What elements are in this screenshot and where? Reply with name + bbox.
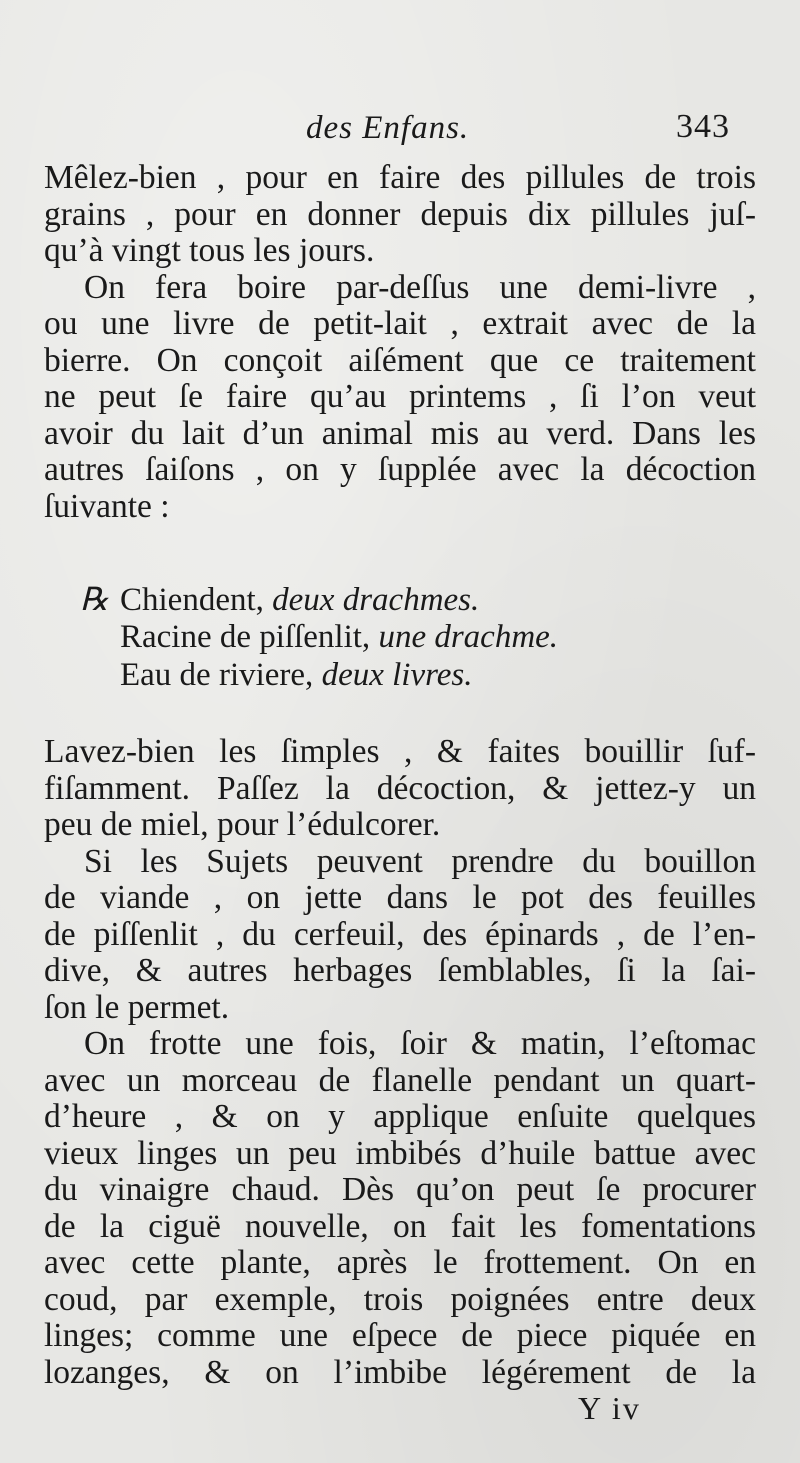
- text-line: qu’à vingt tous les jours.: [44, 233, 375, 269]
- recipe-ingredient: Eau de riviere,: [120, 657, 314, 693]
- page-header: [0, 108, 800, 158]
- recipe-quantity: une drachme.: [378, 619, 559, 655]
- text-line: Si les Sujets peuvent prendre du bouillon: [84, 843, 756, 880]
- recipe-ingredient: Chiendent,: [120, 582, 264, 618]
- text-line: avec un morceau de flanelle pendant un quart-: [44, 1062, 756, 1099]
- text-line: ſon le permet.: [44, 989, 230, 1026]
- text-line: ne peut ſe faire qu’au printems , ſi l’on veut: [44, 379, 756, 415]
- text-line: dive, & autres herbages ſemblables, ſi la ſai-: [44, 953, 756, 989]
- text-line: linges; comme une eſpece de piece piquée en: [44, 1318, 756, 1354]
- body-text-bottom: [44, 734, 756, 1391]
- text-line: coud, par exemple, trois poignées entre deux: [44, 1281, 756, 1318]
- recipe-quantity: deux livres.: [321, 657, 473, 693]
- text-line: du vinaigre chaud. Dès qu’on peut ſe procurer: [44, 1172, 756, 1208]
- recipe-item: [80, 656, 558, 694]
- recipe-quantity: deux drachmes.: [272, 582, 480, 618]
- text-line: grains , pour en donner depuis dix pillules juſ-: [44, 196, 756, 233]
- text-line: Lavez-bien les ſimples , & faites bouillir ſuf-: [44, 734, 756, 770]
- body-text-top: [44, 160, 756, 525]
- recipe-block: [80, 580, 558, 694]
- signature-mark: Y iv: [578, 1390, 641, 1426]
- recipe-item: [80, 580, 558, 618]
- text-line: ou une livre de petit-lait , extrait avec de la: [44, 306, 756, 342]
- running-title: des Enfans.: [306, 110, 470, 146]
- text-line: Mêlez-bien , pour en faire des pillules de trois: [44, 160, 756, 196]
- text-line: avec cette plante, après le frottement. On en: [44, 1245, 756, 1281]
- page-number: 343: [676, 108, 730, 145]
- text-line: bierre. On conçoit aiſément que ce traitement: [44, 342, 756, 379]
- recipe-item: [80, 618, 558, 656]
- text-line: vieux linges un peu imbibés d’huile battue avec: [44, 1135, 756, 1172]
- text-line: autres ſaiſons , on y ſupplée avec la décoction: [44, 452, 756, 488]
- text-line: de viande , on jette dans le pot des feuilles: [44, 880, 756, 916]
- text-line: de piſſenlit , du cerfeuil, des épinards , de l’en-: [44, 916, 756, 953]
- recipe-symbol-icon: ℞: [80, 581, 109, 617]
- recipe-ingredient: Racine de piſſenlit,: [120, 619, 371, 655]
- text-line: lozanges, & on l’imbibe légérement de la: [44, 1354, 756, 1391]
- text-line: On fera boire par-deſſus une demi-livre ,: [84, 269, 756, 306]
- text-line: ſuivante :: [44, 488, 170, 525]
- text-line: d’heure , & on y applique enſuite quelques: [44, 1099, 756, 1135]
- text-line: peu de miel, pour l’édulcorer.: [44, 807, 441, 843]
- text-line: avoir du lait d’un animal mis au verd. Dans les: [44, 415, 756, 452]
- text-line: On frotte une fois, ſoir & matin, l’eſtomac: [84, 1026, 756, 1062]
- text-line: fiſamment. Paſſez la décoction, & jettez-y un: [44, 770, 756, 807]
- text-line: de la ciguë nouvelle, on fait les fomentations: [44, 1208, 756, 1245]
